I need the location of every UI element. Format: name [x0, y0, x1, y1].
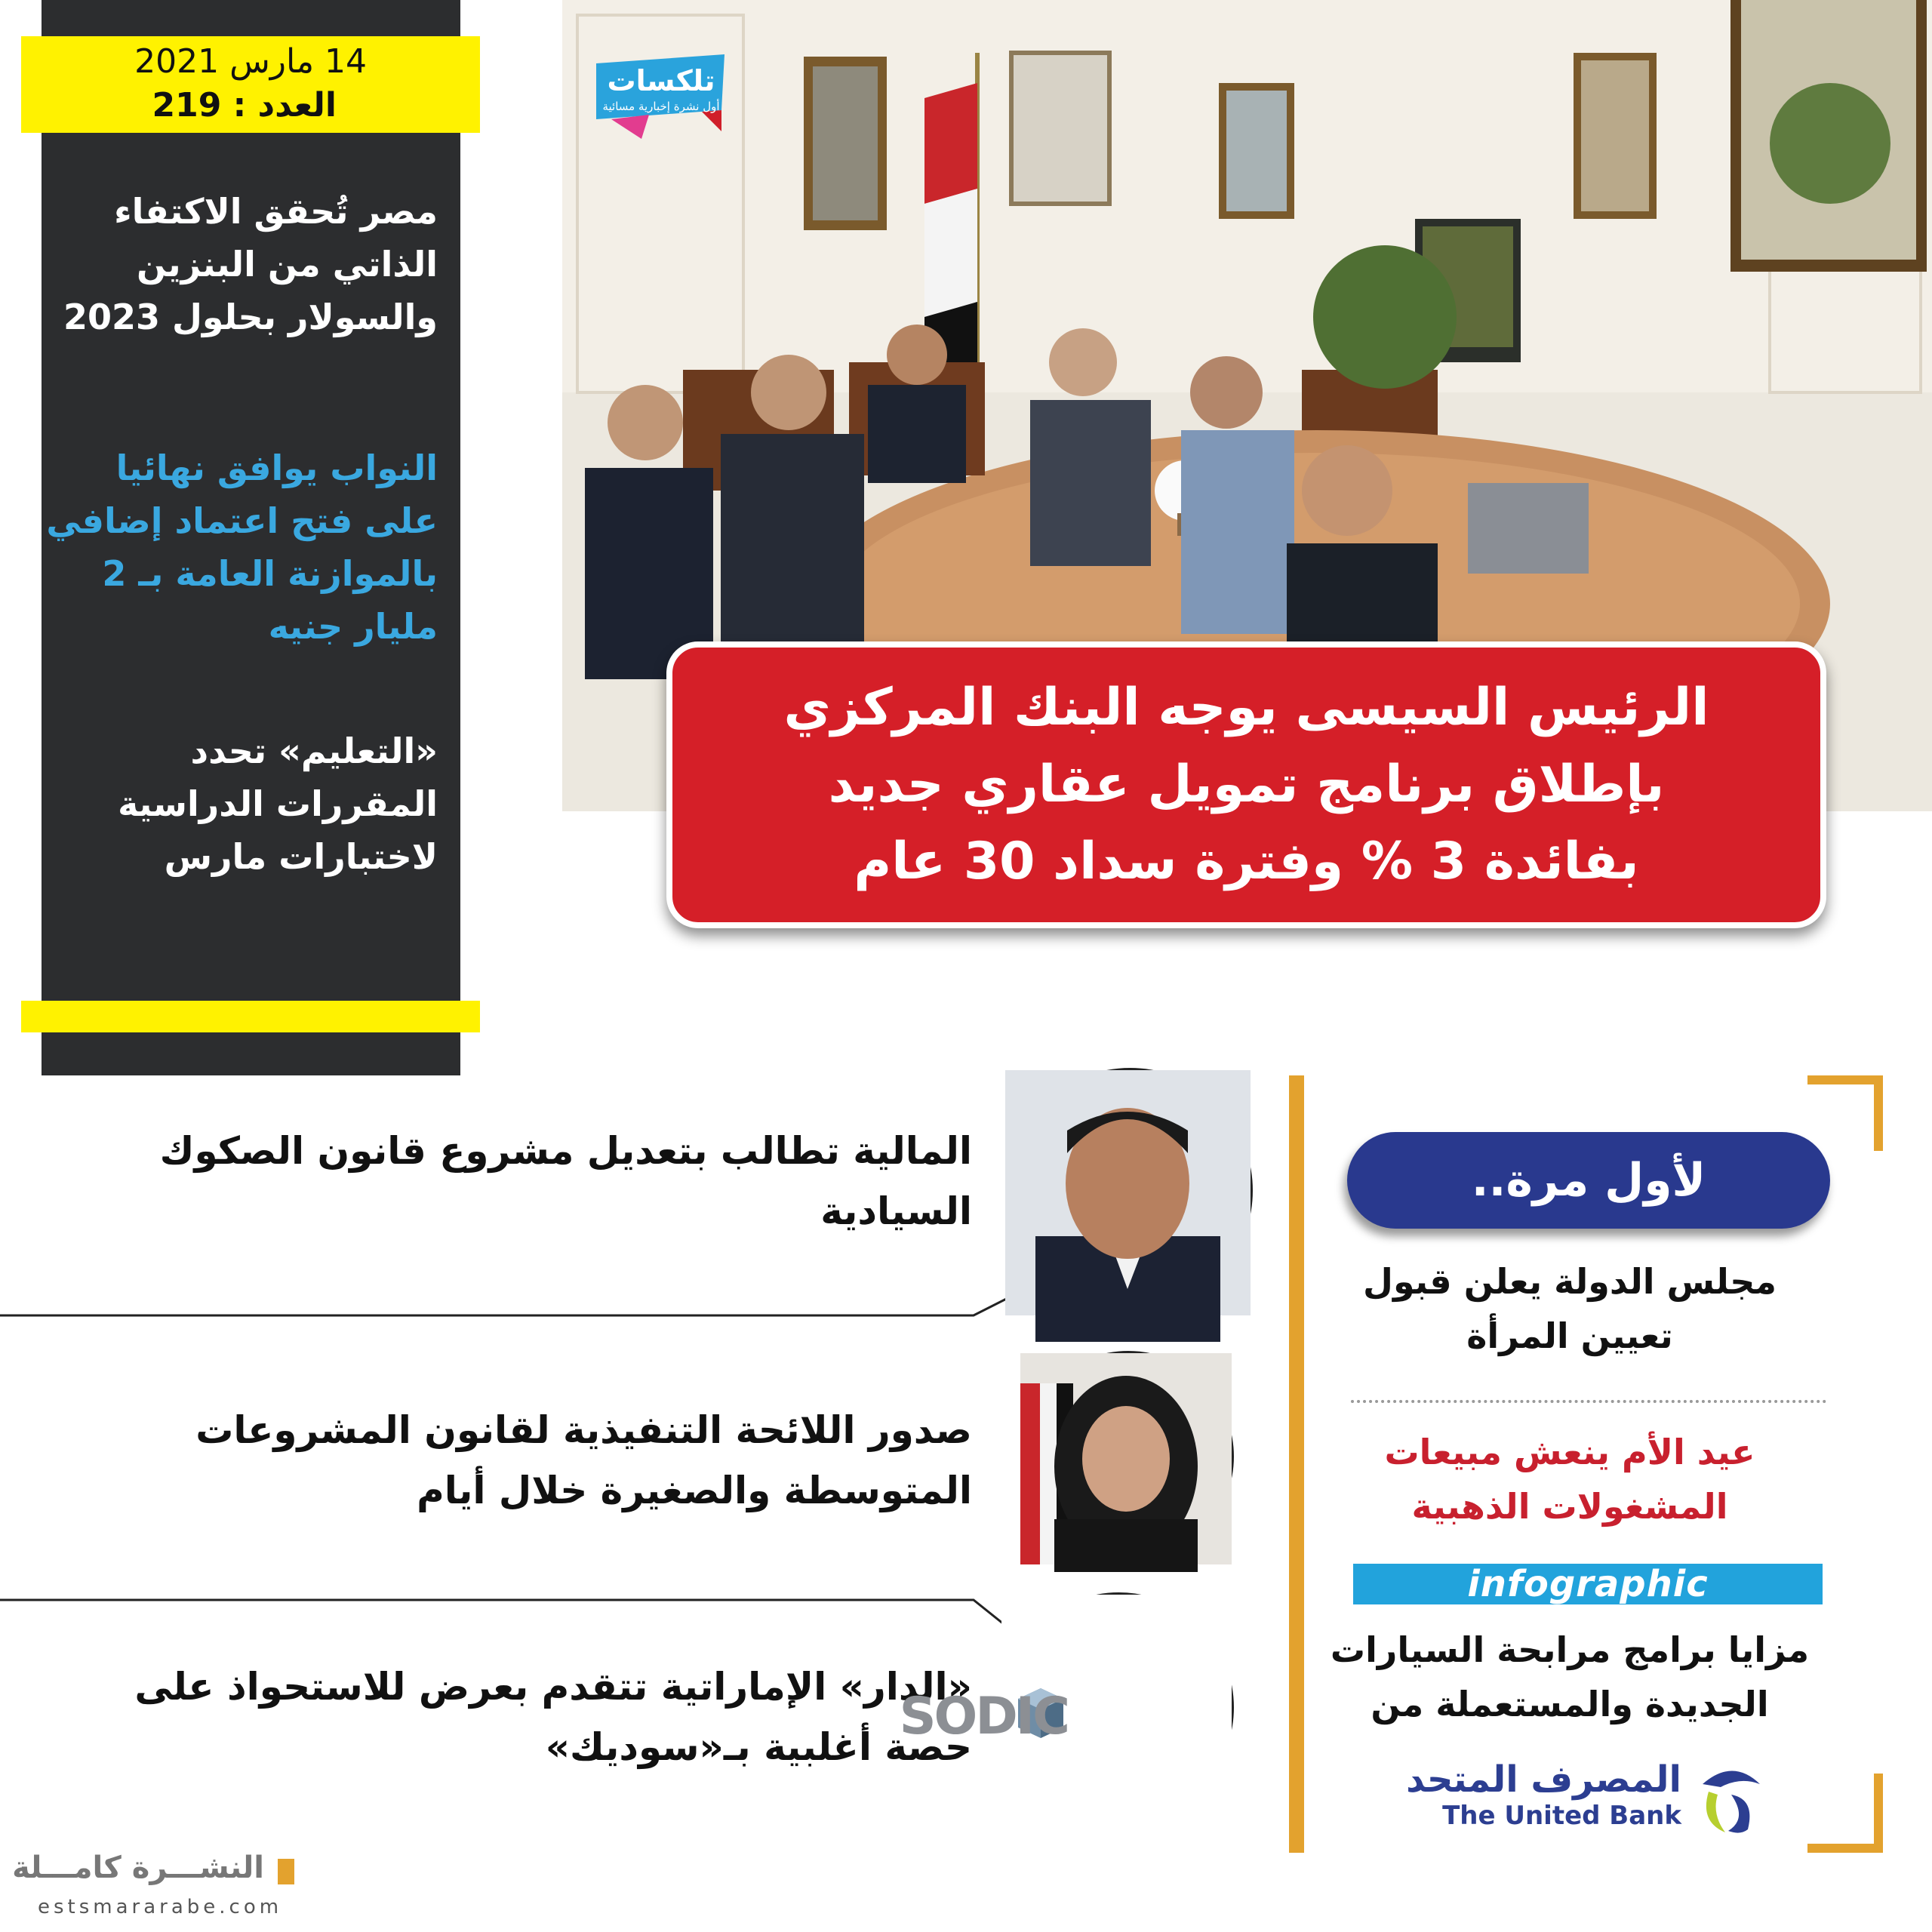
issue-date: 14 مارس 2021 — [134, 42, 367, 81]
right-news-1[interactable]: مجلس الدولة يعلن قبول تعيين المرأة — [1363, 1261, 1777, 1356]
first-time-label: لأول مرة.. — [1471, 1154, 1706, 1207]
dotted-divider — [1351, 1400, 1826, 1403]
main-headline-box[interactable] — [666, 641, 1826, 928]
news-item-3-title[interactable]: «الدار» الإماراتية تتقدم بعرض للاستحواذ على حصة أغلبية بـ«سوديك» — [134, 1665, 972, 1769]
sidebar-headline-1[interactable]: مصر تُحقق الاكتفاء الذاتي من البنزين والسولار بحلول 2023 — [63, 191, 438, 337]
united-bank-logo[interactable] — [1406, 1758, 1766, 1841]
right-news-2[interactable]: عيد الأم ينعش مبيعات المشغولات الذهبية — [1384, 1432, 1755, 1527]
news-item-1-title[interactable]: المالية تطالب بتعديل مشروع قانون الصكوك السيادية — [159, 1129, 972, 1233]
news-item-2-title[interactable]: صدور اللائحة التنفيذية لقانون المشروعات المتوسطة والصغيرة خلال أيام — [195, 1408, 972, 1512]
sidebar-bottom-strip — [21, 1001, 480, 1032]
first-time-banner — [1347, 1132, 1830, 1229]
brand-tagline: أول نشرة إخبارية مسائية — [602, 100, 720, 113]
main-headline-line-1: الرئيس السيسى يوجه البنك المركزي — [783, 678, 1709, 737]
right-news-3[interactable]: مزايا برامج مرابحة السيارات الجديدة والمستعملة من — [1330, 1629, 1810, 1724]
brand-name: تلكسات — [607, 64, 715, 97]
news-item-3-logo — [899, 1592, 1234, 1823]
corner-bracket-top — [1807, 1075, 1883, 1151]
issue-date-box — [21, 36, 480, 133]
bank-name-english: The United Bank — [1442, 1801, 1681, 1831]
corner-bracket-bottom — [1807, 1774, 1883, 1853]
footer-url[interactable]: estsmararabe.com — [38, 1896, 283, 1918]
bank-name-arabic: المصرف المتحد — [1406, 1758, 1681, 1801]
sodic-logo-text: SODIC — [899, 1687, 1068, 1746]
news-item-1-avatar — [1008, 1068, 1253, 1313]
infographic-label: infographic — [1467, 1563, 1709, 1605]
right-column-divider — [1289, 1075, 1304, 1853]
brand-logo-badge — [589, 50, 732, 139]
main-headline-line-3: بفائدة 3 % وفترة سداد 30 عام — [854, 832, 1639, 891]
footer-square-icon — [278, 1859, 294, 1884]
infographic-bar — [1353, 1564, 1823, 1604]
footer-full-bulletin-link[interactable]: النشـــرة كامـــلة — [12, 1850, 264, 1885]
news-item-2-avatar — [1023, 1351, 1234, 1562]
bank-emblem-icon — [1695, 1761, 1764, 1837]
issue-number: العدد : 219 — [152, 86, 337, 125]
sidebar-headline-3[interactable]: «التعليم» تحدد المقررات الدراسية لاختبارات مارس — [118, 731, 438, 877]
main-headline-line-2: بإطلاق برنامج تمويل عقاري جديد — [828, 755, 1665, 814]
sidebar-headline-2[interactable]: النواب يوافق نهائيا على فتح اعتماد إضافي بالموازنة العامة بـ 2 مليار جنيه — [46, 448, 438, 647]
